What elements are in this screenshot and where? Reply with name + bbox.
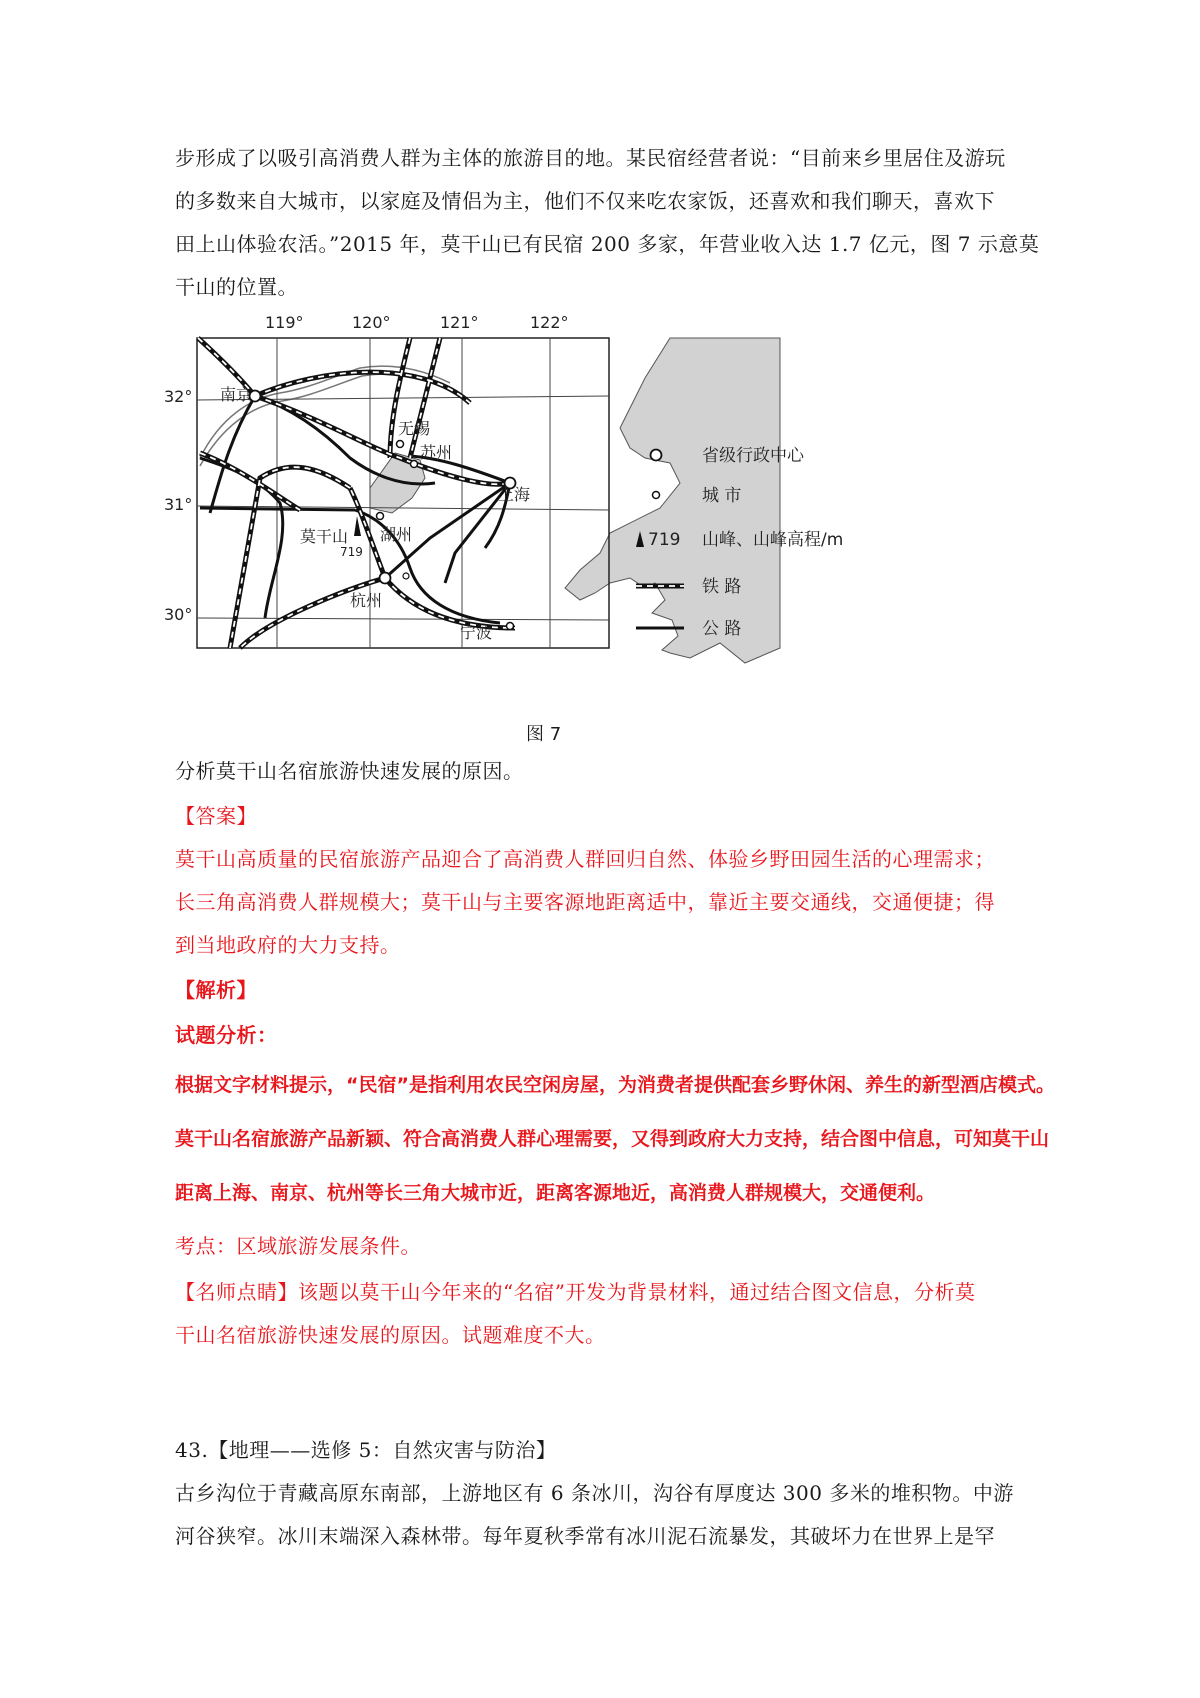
label-shanghai: 上海 xyxy=(498,485,531,504)
lon-label-121: 121° xyxy=(440,313,479,332)
q43-line-2: 河谷狭窄。冰川末端深入森林带。每年夏秋季常有冰川泥石流暴发，其破坏力在世界上是罕 xyxy=(175,1524,995,1548)
teacher-note-line-2: 干山名宿旅游快速发展的原因。试题难度不大。 xyxy=(175,1323,606,1347)
lat-label-30: 30° xyxy=(164,605,193,624)
location-map-figure xyxy=(164,313,930,710)
label-huzhou: 湖州 xyxy=(380,525,413,544)
intro-line-3: 田上山体验农活。”2015 年，莫干山已有民宿 200 多家，年营业收入达 1.7 亿元，图 7 示意莫 xyxy=(175,232,1040,256)
legend-provincial-icon xyxy=(651,450,662,461)
sea-area xyxy=(565,338,780,663)
answer-line-1: 莫干山高质量的民宿旅游产品迎合了高消费人群回归自然、体验乡野田园生活的心理需求； xyxy=(175,847,995,871)
intro-line-2: 的多数来自大城市，以家庭及情侣为主，他们不仅来吃农家饭，还喜欢和我们聊天，喜欢下 xyxy=(175,189,995,213)
figure-caption: 图 7 xyxy=(526,724,562,745)
location-map xyxy=(164,313,930,710)
question-text: 分析莫干山名宿旅游快速发展的原因。 xyxy=(175,759,524,783)
answer-line-2: 长三角高消费人群规模大；莫干山与主要客源地距离适中，靠近主要交通线，交通便捷；得 xyxy=(175,890,995,914)
legend-city-label: 城 市 xyxy=(702,486,742,506)
legend-railway-label: 铁 路 xyxy=(702,577,742,597)
q43-title: 43.【地理——选修 5：自然灾害与防治】 xyxy=(175,1438,557,1462)
legend-city-icon xyxy=(653,492,660,499)
legend-peak-value: 719 xyxy=(648,530,681,550)
analysis-line-1: 根据文字材料提示，“民宿”是指利用农民空闲房屋，为消费者提供配套乡野休闲、养生的新型酒店模式。 xyxy=(175,1074,1055,1096)
label-suzhou: 苏州 xyxy=(420,443,453,462)
q43-line-1: 古乡沟位于青藏高原东南部，上游地区有 6 条冰川，沟谷有厚度达 300 多米的堆积物。中游 xyxy=(175,1481,1014,1505)
hangzhou-marker xyxy=(380,573,391,584)
legend-road-label: 公 路 xyxy=(702,619,742,639)
label-wuxi: 无锡 xyxy=(398,419,431,438)
lat-label-32: 32° xyxy=(164,387,193,406)
lon-label-122: 122° xyxy=(530,313,569,332)
ningbo-marker xyxy=(507,623,514,630)
kaodian-text: 考点：区域旅游发展条件。 xyxy=(175,1234,421,1258)
suzhou-marker xyxy=(411,461,418,468)
label-ningbo: 宁波 xyxy=(460,623,493,642)
label-nanjing: 南京 xyxy=(220,385,253,404)
label-moganshan-elevation: 719 xyxy=(340,545,363,559)
lat-label-31: 31° xyxy=(164,495,193,514)
moganshan-peak-icon xyxy=(354,516,361,536)
analysis-line-3: 距离上海、南京、杭州等长三角大城市近，距离客源地近，高消费人群规模大，交通便利。 xyxy=(175,1182,936,1204)
wuxi-marker xyxy=(397,441,404,448)
analysis-subtitle: 试题分析： xyxy=(175,1023,278,1047)
analysis-line-2: 莫干山名宿旅游产品新颖、符合高消费人群心理需要，又得到政府大力支持，结合图中信息，可知莫干山 xyxy=(175,1128,1050,1150)
lon-label-119: 119° xyxy=(265,313,304,332)
huzhou-marker xyxy=(377,513,384,520)
label-moganshan: 莫干山 xyxy=(300,527,349,546)
legend-peak-label: 山峰、山峰高程/m xyxy=(702,530,844,550)
answer-header: 【答案】 xyxy=(175,804,257,828)
teacher-note-line-1: 【名师点睛】该题以莫干山今年来的“名宿”开发为背景材料，通过结合图文信息，分析莫 xyxy=(175,1280,976,1304)
answer-line-3: 到当地政府的大力支持。 xyxy=(175,933,401,957)
small-island-marker xyxy=(403,573,409,579)
lon-label-120: 120° xyxy=(352,313,391,332)
intro-line-4: 干山的位置。 xyxy=(175,275,298,299)
label-hangzhou: 杭州 xyxy=(350,591,383,610)
analysis-header: 【解析】 xyxy=(175,978,257,1002)
legend-provincial-label: 省级行政中心 xyxy=(702,446,804,466)
intro-line-1: 步形成了以吸引高消费人群为主体的旅游目的地。某民宿经营者说：“目前来乡里居住及游玩 xyxy=(175,146,1006,170)
